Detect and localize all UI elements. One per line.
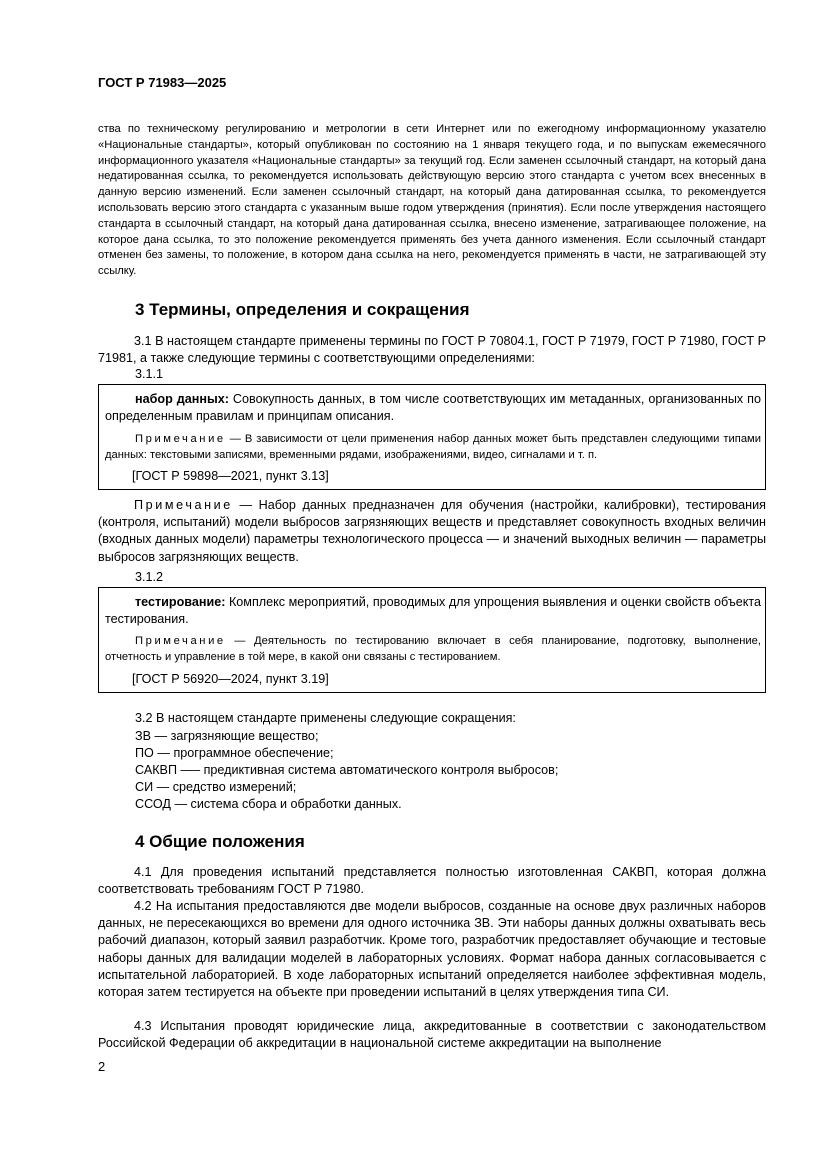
term-definition: [105, 594, 761, 628]
section-4-title: 4 Общие положения: [135, 832, 305, 851]
term-source: [ГОСТ Р 56920—2024, пункт 3.19]: [132, 672, 329, 686]
term-name: тестирование:: [135, 595, 226, 609]
definition-text: Совокупность данных, в том числе соответствующих им метаданных, организованных по определенным правилам и принципам описания.: [105, 392, 761, 424]
section-3-title: 3 Термины, определения и сокращения: [135, 300, 470, 319]
term-note: [105, 634, 761, 666]
abbreviation-item: ССОД — система сбора и обработки данных.: [135, 797, 402, 811]
document-code-header: ГОСТ Р 71983—2025: [98, 75, 227, 90]
term-name: набор данных:: [135, 392, 229, 406]
term-definition: [105, 391, 761, 425]
definition-text: Комплекс мероприятий, проводимых для упрощения выявления и оценки свойств объекта тестирования.: [105, 595, 761, 627]
note-label: Примечание: [135, 635, 226, 647]
term-note: [105, 432, 761, 464]
term-number-3-1-2: 3.1.2: [135, 570, 164, 584]
clause-4-1: 4.1 Для проведения испытаний представляется полностью изготовленная САКВП, которая должна соответствовать требованиям ГОСТ Р 71980.: [98, 865, 766, 897]
note-after-term: [98, 497, 766, 566]
abbreviation-item: ЗВ — загрязняющие вещество;: [135, 729, 319, 743]
note-text: — Набор данных предназначен для обучения (настройки, калибровки), тестирования (контроля, испытаний) модели выбросов загрязняющих веществ и представляет совокупность входных величин (входных данных модели) параметры технологического процесса — и значений выходных величин — параметры выбросов загрязняющих веществ.: [98, 498, 766, 564]
note-label: Примечание: [135, 433, 226, 445]
clause-3-2: 3.2 В настоящем стандарте применены следующие сокращения:: [135, 711, 516, 725]
note-label: Примечание: [134, 498, 233, 512]
abbreviation-item: СИ — средство измерений;: [135, 780, 297, 794]
term-number-3-1-1: 3.1.1: [135, 367, 164, 381]
intro-paragraph: ства по техническому регулированию и метрологии в сети Интернет или по ежегодному информационному указателю «Национальные стандарты», который опубликован по состоянию на 1 января текущего года, и по выпускам ежемесячного информационного указателя «Национальные стандарты» за текущий год. Если заменен ссылочный стандарт, на который дана недатированная ссылка, то рекомендуется использовать действующую версию этого стандарта с учетом всех внесенных в данную версию изменений. Если заменен ссылочный стандарт, на который дана датированная ссылка, то рекомендуется использовать версию этого стандарта с указанным выше годом утверждения (принятия). Если после утверждения настоящего стандарта в ссылочный стандарт, на который дана датированная ссылка, внесено изменение, затрагивающее положение, на которое дана ссылка, то это положение рекомендуется применять без учета данного изменения. Если ссылочный стандарт отменен без замены, то положение, в котором дана ссылка на него, рекомендуется применять в части, не затрагивающей эту ссылку.: [98, 123, 766, 278]
term-source: [ГОСТ Р 59898—2021, пункт 3.13]: [132, 469, 329, 483]
term-box-dataset: [98, 384, 766, 490]
page-number: 2: [98, 1059, 106, 1074]
clause-3-1: 3.1 В настоящем стандарте применены термины по ГОСТ Р 70804.1, ГОСТ Р 71979, ГОСТ Р 71980, ГОСТ Р 71981, а также следующие термины с соответствующими определениями:: [98, 334, 766, 366]
term-box-testing: [98, 587, 766, 693]
clause-4-3: 4.3 Испытания проводят юридические лица, аккредитованные в соответствии с законодательством Российской Федерации об аккредитации в национальной системе аккредитации на выполнение: [98, 1019, 766, 1051]
abbreviation-item: САКВП —– предиктивная система автоматического контроля выбросов;: [135, 763, 559, 777]
clause-4-2: 4.2 На испытания предоставляются две модели выбросов, созданные на основе двух различных наборов данных, не пересекающихся во времени для одного источника ЗВ. Эти наборы данных должны охватывать весь рабочий диапазон, который заявил разработчик. Кроме того, разработчик предоставляет обучающие и тестовые наборы данных для валидации моделей в лабораторных условиях. Формат набора данных согласовывается с испытательной лабораторией. В ходе лабораторных испытаний определяется наиболее эффективная модель, которая затем тестируется на объекте при проведении испытаний в целях утверждения типа СИ.: [98, 899, 766, 1000]
note-text: — В зависимости от цели применения набор данных может быть представлен следующими типами данных: текстовыми записями, временными рядами, изображениями, видео, сигналами и т. п.: [105, 433, 761, 461]
note-text: — Деятельность по тестированию включает в себя планирование, подготовку, выполнение, отчетность и управление в той мере, в какой они связаны с тестированием.: [105, 635, 761, 663]
abbreviation-item: ПО — программное обеспечение;: [135, 746, 334, 760]
